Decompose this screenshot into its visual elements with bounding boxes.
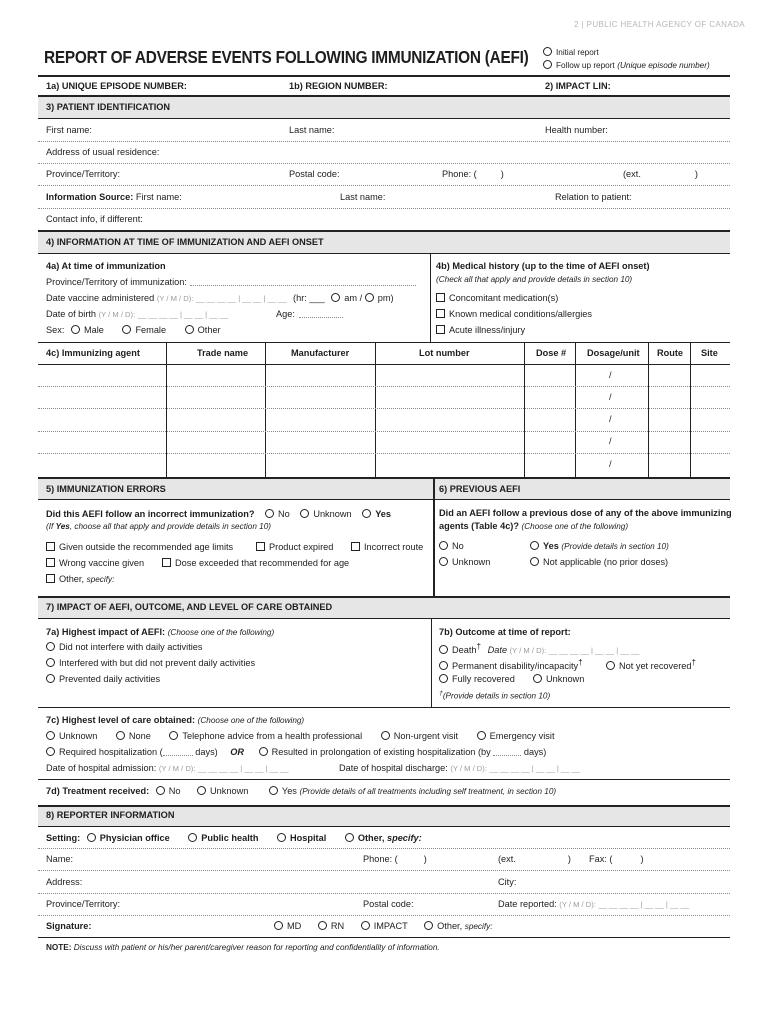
s7a-note: (Choose one of the following) bbox=[167, 628, 275, 637]
cred-other-radio[interactable] bbox=[424, 921, 433, 930]
date-blanks: __ __ __ __ | __ __ | __ __ bbox=[137, 310, 229, 319]
divider bbox=[38, 893, 730, 894]
fax-close: ) bbox=[640, 854, 644, 864]
follow-up-note: (Unique episode number) bbox=[617, 61, 710, 70]
fax-label: Fax: ( bbox=[589, 854, 613, 864]
dagger-note-text: (Provide details in section 10) bbox=[442, 691, 551, 701]
outcome-death-option[interactable] bbox=[439, 642, 639, 655]
divider bbox=[38, 75, 730, 77]
outcome-permanent-option[interactable] bbox=[439, 658, 583, 671]
divider bbox=[648, 342, 649, 477]
table-row bbox=[38, 386, 730, 387]
care-none-label: None bbox=[128, 731, 151, 741]
specify-label: specify: bbox=[86, 575, 115, 584]
incorrect-immunization-question bbox=[46, 509, 391, 519]
radio[interactable] bbox=[46, 658, 55, 667]
option-label: Unknown bbox=[546, 674, 585, 684]
care-none-radio[interactable] bbox=[116, 731, 125, 740]
date-vaccine-label: Date vaccine administered bbox=[46, 293, 155, 303]
ymd-hint: (Y / M / D): bbox=[158, 764, 196, 773]
dosage-slash: / bbox=[609, 414, 612, 424]
divider bbox=[575, 342, 576, 477]
pm-label: pm) bbox=[377, 293, 394, 303]
divider bbox=[38, 253, 730, 254]
setting-hospital-label: Hospital bbox=[290, 833, 327, 843]
treatment-no-radio[interactable] bbox=[156, 786, 165, 795]
page-header bbox=[574, 20, 745, 29]
divider bbox=[690, 342, 691, 477]
section-8-title: 8) REPORTER INFORMATION bbox=[46, 810, 175, 820]
checkbox[interactable] bbox=[46, 558, 55, 567]
checkbox[interactable] bbox=[46, 574, 55, 583]
option-label: Incorrect route bbox=[364, 542, 424, 552]
s5-yes-radio[interactable] bbox=[362, 509, 371, 518]
age-field[interactable] bbox=[276, 309, 343, 319]
care-prolong-label: Resulted in prolongation of existing hospitalization (by bbox=[271, 747, 491, 757]
concomitant-option[interactable] bbox=[436, 293, 558, 303]
footnote bbox=[46, 943, 440, 952]
dob-label: Date of birth bbox=[46, 309, 97, 319]
radio[interactable] bbox=[439, 661, 448, 670]
cred-md-radio[interactable] bbox=[274, 921, 283, 930]
s6-q2-note: (Choose one of the following) bbox=[521, 522, 629, 531]
option-label: Unknown bbox=[452, 557, 491, 567]
radio[interactable] bbox=[606, 661, 615, 670]
s6-q2-text: agents (Table 4c)? bbox=[439, 521, 519, 531]
checkbox[interactable] bbox=[351, 542, 360, 551]
s5-yes-label: Yes bbox=[375, 509, 392, 519]
s6-question-line1: Did an AEFI follow a previous dose of any of the above immunizing bbox=[439, 508, 732, 518]
radio[interactable] bbox=[439, 645, 448, 654]
info-source-last-field[interactable]: Last name: bbox=[340, 192, 386, 202]
treatment-no-label: No bbox=[168, 786, 181, 796]
option-label: Death bbox=[452, 645, 477, 656]
cred-rn-label: RN bbox=[330, 921, 345, 931]
known-conditions-label: Known medical conditions/allergies bbox=[449, 309, 592, 319]
s6-no-option[interactable] bbox=[439, 541, 464, 551]
patient-first-name-field[interactable]: First name: bbox=[46, 125, 92, 135]
error-other-option[interactable] bbox=[46, 574, 114, 584]
error-product-expired-option[interactable] bbox=[256, 542, 333, 552]
radio[interactable] bbox=[46, 642, 55, 651]
checkbox[interactable] bbox=[162, 558, 171, 567]
divider bbox=[38, 163, 730, 164]
concomitant-label: Concomitant medication(s) bbox=[449, 293, 559, 303]
reporter-address-field[interactable]: Address: bbox=[46, 877, 83, 887]
province-imm-label: Province/Territory of immunization: bbox=[46, 277, 187, 287]
province-imm-blank bbox=[190, 285, 416, 286]
ymd-hint: (Y / M / D): bbox=[559, 900, 596, 909]
divider bbox=[38, 805, 730, 807]
table-row bbox=[38, 431, 730, 432]
phone-label: Phone: ( bbox=[363, 854, 398, 864]
setting-other-radio[interactable] bbox=[345, 833, 354, 842]
s6-unknown-option[interactable] bbox=[439, 557, 490, 567]
cred-impact-label: IMPACT bbox=[373, 921, 408, 931]
section-6-title: 6) PREVIOUS AEFI bbox=[439, 484, 521, 494]
option-label: Permanent disability/incapacity bbox=[452, 661, 579, 672]
reporter-name-field[interactable]: Name: bbox=[46, 854, 74, 864]
ext-close: ) bbox=[567, 854, 571, 864]
ymd-hint: (Y / M / D): bbox=[509, 646, 547, 656]
patient-postal-field[interactable]: Postal code: bbox=[289, 169, 340, 179]
divider bbox=[38, 848, 730, 849]
divider bbox=[38, 937, 730, 938]
sex-female-radio[interactable] bbox=[122, 325, 131, 334]
section-4b-title: 4b) Medical history (up to the time of AEFI onset) bbox=[436, 261, 650, 271]
setting-physician-radio[interactable] bbox=[87, 833, 96, 842]
date-label: Date bbox=[487, 645, 508, 656]
age-blank bbox=[299, 317, 343, 318]
setting-public-health-label: Public health bbox=[201, 833, 259, 843]
s6-question-line2 bbox=[439, 521, 628, 531]
divider bbox=[38, 95, 730, 97]
divider bbox=[433, 477, 435, 596]
care-telephone-label: Telephone advice from a health professional bbox=[182, 731, 363, 741]
col-dosage-unit: Dosage/unit bbox=[587, 348, 640, 358]
outcome-fully-recovered-option[interactable] bbox=[439, 674, 515, 684]
error-dose-exceeded-option[interactable] bbox=[162, 558, 349, 568]
note-label: NOTE: bbox=[46, 943, 72, 952]
date-blanks: __ __ __ __ | __ __ | __ __ bbox=[598, 900, 689, 909]
s7c-heading bbox=[46, 715, 304, 725]
care-emergency-radio[interactable] bbox=[477, 731, 486, 740]
acute-illness-checkbox[interactable] bbox=[436, 325, 445, 334]
divider bbox=[431, 618, 432, 707]
care-prolongation-radio[interactable] bbox=[259, 747, 268, 756]
s7c-title: 7c) Highest level of care obtained: bbox=[46, 715, 196, 725]
reporter-province-field[interactable]: Province/Territory: bbox=[46, 899, 121, 909]
reporter-city-field[interactable]: City: bbox=[498, 877, 517, 887]
radio[interactable] bbox=[439, 674, 448, 683]
option-label: No bbox=[452, 541, 464, 551]
col-lot-number: Lot number bbox=[419, 348, 470, 358]
setting-public-health-radio[interactable] bbox=[188, 833, 197, 842]
ymd-hint: (Y / M / D): bbox=[156, 294, 194, 303]
divider bbox=[38, 342, 730, 343]
divider bbox=[38, 618, 730, 619]
radio[interactable] bbox=[530, 541, 539, 550]
s7c-note: (Choose one of the following) bbox=[197, 716, 305, 725]
initial-report-label: Initial report bbox=[556, 48, 599, 57]
note-text: Discuss with patient or his/her parent/caregiver reason for reporting and confidentiality of information. bbox=[73, 943, 440, 952]
radio[interactable] bbox=[46, 674, 55, 683]
s5-no-label: No bbox=[278, 509, 290, 519]
s6-not-applicable-option[interactable] bbox=[530, 557, 668, 567]
follow-up-option[interactable] bbox=[543, 60, 710, 70]
concomitant-checkbox[interactable] bbox=[436, 293, 445, 302]
divider bbox=[38, 779, 730, 780]
divider bbox=[38, 499, 730, 500]
ext-close: ) bbox=[694, 169, 698, 179]
ext-label: (ext. bbox=[498, 854, 516, 864]
care-unknown-radio[interactable] bbox=[46, 731, 55, 740]
treatment-unknown-radio[interactable] bbox=[197, 786, 206, 795]
care-unknown-label: Unknown bbox=[59, 731, 98, 741]
s5-unknown-label: Unknown bbox=[313, 509, 352, 519]
divider bbox=[166, 342, 167, 477]
dosage-slash: / bbox=[609, 392, 612, 402]
setting-physician-label: Physician office bbox=[99, 833, 170, 843]
sex-other-radio[interactable] bbox=[185, 325, 194, 334]
reporter-postal-field[interactable]: Postal code: bbox=[363, 899, 414, 909]
option-label: Product expired bbox=[269, 542, 334, 552]
am-radio[interactable] bbox=[331, 293, 340, 302]
agency-name: PUBLIC HEALTH AGENCY OF CANADA bbox=[586, 20, 745, 29]
dagger: † bbox=[439, 690, 443, 697]
dosage-slash: / bbox=[609, 370, 612, 380]
outcome-not-recovered-option[interactable] bbox=[606, 658, 696, 671]
follow-up-radio[interactable] bbox=[543, 60, 552, 69]
care-nonurgent-radio[interactable] bbox=[381, 731, 390, 740]
divider bbox=[38, 477, 730, 479]
sex-other-label: Other bbox=[197, 325, 221, 335]
divider bbox=[38, 364, 730, 365]
s5-unknown-radio[interactable] bbox=[300, 509, 309, 518]
option-label: Not applicable (no prior doses) bbox=[543, 557, 669, 567]
col-trade-name: Trade name bbox=[197, 348, 249, 358]
cred-impact-radio[interactable] bbox=[361, 921, 370, 930]
divider bbox=[38, 596, 730, 598]
care-nonurgent-label: Non-urgent visit bbox=[393, 731, 459, 741]
error-wrong-vaccine-option[interactable] bbox=[46, 558, 144, 568]
dosage-slash: / bbox=[609, 459, 612, 469]
treatment-yes-label: Yes bbox=[281, 786, 297, 796]
checkbox[interactable] bbox=[256, 542, 265, 551]
cred-other-label: Other, bbox=[437, 921, 463, 931]
section-4b-note: (Check all that apply and provide details in section 10) bbox=[436, 275, 633, 284]
date-blanks: __ __ __ __ | __ __ | __ __ bbox=[548, 646, 640, 656]
info-source-label: Information Source: bbox=[46, 192, 134, 202]
setting-row bbox=[46, 833, 422, 843]
error-incorrect-route-option[interactable] bbox=[351, 542, 423, 552]
s6-yes-option[interactable] bbox=[530, 541, 669, 551]
divider bbox=[38, 707, 730, 708]
col-dose: Dose # bbox=[536, 348, 567, 358]
setting-label: Setting: bbox=[46, 833, 81, 843]
section-4-title: 4) INFORMATION AT TIME OF IMMUNIZATION AND AEFI ONSET bbox=[46, 237, 324, 247]
ymd-hint: (Y / M / D): bbox=[98, 310, 136, 319]
date-of-birth-field[interactable] bbox=[46, 309, 228, 319]
option-label: Prevented daily activities bbox=[59, 674, 161, 684]
impact-prevented-option[interactable] bbox=[46, 674, 160, 684]
option-label: Fully recovered bbox=[452, 674, 515, 684]
s7a-heading bbox=[46, 627, 274, 637]
health-number-field[interactable]: Health number: bbox=[545, 125, 608, 135]
option-label: Yes bbox=[543, 541, 559, 551]
initial-report-radio[interactable] bbox=[543, 47, 552, 56]
divider bbox=[375, 342, 376, 477]
info-first-label: First name: bbox=[135, 192, 182, 202]
s7b-title: 7b) Outcome at time of report: bbox=[439, 627, 571, 637]
care-hospitalization-radio[interactable] bbox=[46, 747, 55, 756]
impact-interfered-option[interactable] bbox=[46, 658, 255, 668]
option-label: Wrong vaccine given bbox=[59, 558, 145, 568]
s5-note-pre: (If bbox=[46, 522, 56, 531]
section-4c-title: 4c) Immunizing agent bbox=[46, 348, 140, 358]
dagger: † bbox=[578, 658, 583, 667]
divider bbox=[38, 870, 730, 871]
phone-label: Phone: ( bbox=[442, 169, 477, 179]
acute-illness-label: Acute illness/injury bbox=[449, 325, 526, 335]
sex-field bbox=[46, 325, 221, 335]
treatment-unknown-label: Unknown bbox=[210, 786, 249, 796]
table-row bbox=[38, 408, 730, 409]
patient-phone-field[interactable] bbox=[442, 169, 504, 179]
patient-address-field[interactable]: Address of usual residence: bbox=[46, 147, 160, 157]
section-5-title: 5) IMMUNIZATION ERRORS bbox=[46, 484, 166, 494]
radio[interactable] bbox=[439, 557, 448, 566]
dosage-slash: / bbox=[609, 436, 612, 446]
col-route: Route bbox=[657, 348, 684, 358]
divider bbox=[38, 118, 730, 119]
date-blanks: __ __ __ __ | __ __ | __ __ bbox=[195, 294, 287, 303]
episode-number-field[interactable]: 1a) UNIQUE EPISODE NUMBER: bbox=[46, 81, 187, 91]
s5-note-post: , choose all that apply and provide details in section 10) bbox=[69, 522, 272, 531]
impact-lin-field[interactable]: 2) IMPACT LIN: bbox=[545, 81, 611, 91]
phone-close: ) bbox=[500, 169, 504, 179]
radio[interactable] bbox=[533, 674, 542, 683]
care-days2-label: days) bbox=[523, 747, 547, 757]
table-row bbox=[38, 453, 730, 454]
form-title: REPORT OF ADVERSE EVENTS FOLLOWING IMMUNIZATION (AEFI) bbox=[44, 47, 529, 67]
care-options-row1 bbox=[46, 731, 555, 741]
setting-specify-label: specify: bbox=[386, 833, 422, 843]
admission-label: Date of hospital admission: bbox=[46, 763, 157, 773]
discharge-date-field[interactable] bbox=[339, 763, 580, 773]
dagger: † bbox=[476, 642, 482, 651]
error-outside-age-option[interactable] bbox=[46, 542, 233, 552]
header-separator: | bbox=[581, 20, 584, 29]
patient-ext-field[interactable] bbox=[623, 169, 698, 179]
option-label: Did not interfere with daily activities bbox=[59, 642, 203, 652]
pm-radio[interactable] bbox=[365, 293, 374, 302]
setting-hospital-radio[interactable] bbox=[277, 833, 286, 842]
ymd-hint: (Y / M / D): bbox=[450, 764, 487, 773]
divider bbox=[38, 141, 730, 142]
care-emergency-label: Emergency visit bbox=[489, 731, 555, 741]
s7b-dagger-note bbox=[439, 690, 550, 701]
impact-not-interfere-option[interactable] bbox=[46, 642, 203, 652]
signature-field[interactable]: Signature: bbox=[46, 921, 92, 931]
admission-date-field[interactable] bbox=[46, 763, 289, 773]
divider bbox=[265, 342, 266, 477]
option-label: Interfered with but did not prevent daily activities bbox=[59, 658, 256, 668]
dagger: † bbox=[691, 658, 697, 667]
s7d-title: 7d) Treatment received: bbox=[46, 786, 150, 796]
s5-note bbox=[46, 522, 271, 531]
acute-illness-option[interactable] bbox=[436, 325, 525, 335]
radio[interactable] bbox=[530, 557, 539, 566]
sex-female-label: Female bbox=[135, 325, 167, 335]
checkbox[interactable] bbox=[46, 542, 55, 551]
patient-province-field[interactable]: Province/Territory: bbox=[46, 169, 121, 179]
contact-info-field[interactable]: Contact info, if different: bbox=[46, 214, 143, 224]
page-number: 2 bbox=[574, 20, 579, 29]
reporter-ext-field[interactable] bbox=[498, 854, 571, 864]
outcome-unknown-option[interactable] bbox=[533, 674, 584, 684]
date-vaccine-field[interactable] bbox=[46, 293, 394, 303]
care-telephone-radio[interactable] bbox=[169, 731, 178, 740]
divider bbox=[38, 826, 730, 827]
cred-rn-radio[interactable] bbox=[318, 921, 327, 930]
date-reported-label: Date reported: bbox=[498, 899, 557, 909]
section-7-title: 7) IMPACT OF AEFI, OUTCOME, AND LEVEL OF CARE OBTAINED bbox=[46, 602, 333, 612]
s5-question-text: Did this AEFI follow an incorrect immunization? bbox=[46, 509, 255, 519]
radio[interactable] bbox=[439, 541, 448, 550]
section-3-title: 3) PATIENT IDENTIFICATION bbox=[46, 102, 171, 112]
initial-report-option[interactable] bbox=[543, 47, 599, 57]
s7a-title: 7a) Highest impact of AEFI: bbox=[46, 627, 166, 637]
follow-up-label: Follow up report bbox=[556, 61, 615, 70]
province-immunization-field[interactable] bbox=[46, 277, 416, 287]
treatment-yes-radio[interactable] bbox=[269, 786, 278, 795]
prolong-days-blank[interactable] bbox=[493, 755, 521, 756]
known-conditions-option[interactable] bbox=[436, 309, 592, 319]
treatment-received-row bbox=[46, 786, 556, 796]
s5-note-yes: Yes bbox=[55, 522, 70, 531]
date-blanks: __ __ __ __ | __ __ | __ __ bbox=[198, 764, 289, 773]
divider bbox=[524, 342, 525, 477]
hosp-days-blank[interactable] bbox=[163, 755, 193, 756]
option-label: Not yet recovered bbox=[619, 661, 692, 672]
ext-label: (ext. bbox=[623, 169, 641, 179]
care-or: OR bbox=[230, 747, 245, 757]
cred-specify-label: specify: bbox=[464, 922, 493, 931]
cred-md-label: MD bbox=[287, 921, 302, 931]
reporter-phone-field[interactable] bbox=[363, 854, 427, 864]
option-label: Given outside the recommended age limits bbox=[59, 542, 234, 552]
relation-field[interactable]: Relation to patient: bbox=[555, 192, 632, 202]
divider bbox=[430, 253, 431, 342]
credential-row bbox=[274, 921, 493, 931]
care-days-label: days) bbox=[195, 747, 218, 757]
date-blanks: __ __ __ __ | __ __ | __ __ bbox=[489, 764, 581, 773]
patient-last-name-field[interactable]: Last name: bbox=[289, 125, 335, 135]
col-manufacturer: Manufacturer bbox=[291, 348, 350, 358]
care-hosp-label: Required hospitalization ( bbox=[59, 747, 163, 757]
sex-label: Sex: bbox=[46, 325, 65, 335]
info-source-first-field[interactable] bbox=[46, 192, 182, 202]
hr-label: (hr: ___ bbox=[293, 293, 325, 303]
col-site: Site bbox=[701, 348, 718, 358]
sex-male-label: Male bbox=[83, 325, 104, 335]
yes-note: (Provide details in section 10) bbox=[561, 542, 669, 551]
treatment-note: (Provide details of all treatments including self treatment, in section 10) bbox=[299, 787, 557, 796]
am-label: am / bbox=[344, 293, 363, 303]
divider bbox=[38, 185, 730, 186]
section-4a-title: 4a) At time of immunization bbox=[46, 261, 166, 271]
care-options-row2 bbox=[46, 747, 546, 757]
reporter-fax-field[interactable] bbox=[589, 854, 644, 864]
age-label: Age: bbox=[276, 309, 295, 319]
s5-no-radio[interactable] bbox=[265, 509, 274, 518]
option-label: Other, bbox=[59, 574, 85, 584]
divider bbox=[38, 915, 730, 916]
setting-other-label: Other, bbox=[357, 833, 385, 843]
option-label: Dose exceeded that recommended for age bbox=[175, 558, 350, 568]
divider bbox=[38, 208, 730, 209]
divider bbox=[38, 230, 730, 232]
sex-male-radio[interactable] bbox=[71, 325, 80, 334]
phone-close: ) bbox=[423, 854, 427, 864]
date-reported-field[interactable] bbox=[498, 899, 689, 909]
discharge-label: Date of hospital discharge: bbox=[339, 763, 448, 773]
region-number-field[interactable]: 1b) REGION NUMBER: bbox=[289, 81, 388, 91]
known-conditions-checkbox[interactable] bbox=[436, 309, 445, 318]
